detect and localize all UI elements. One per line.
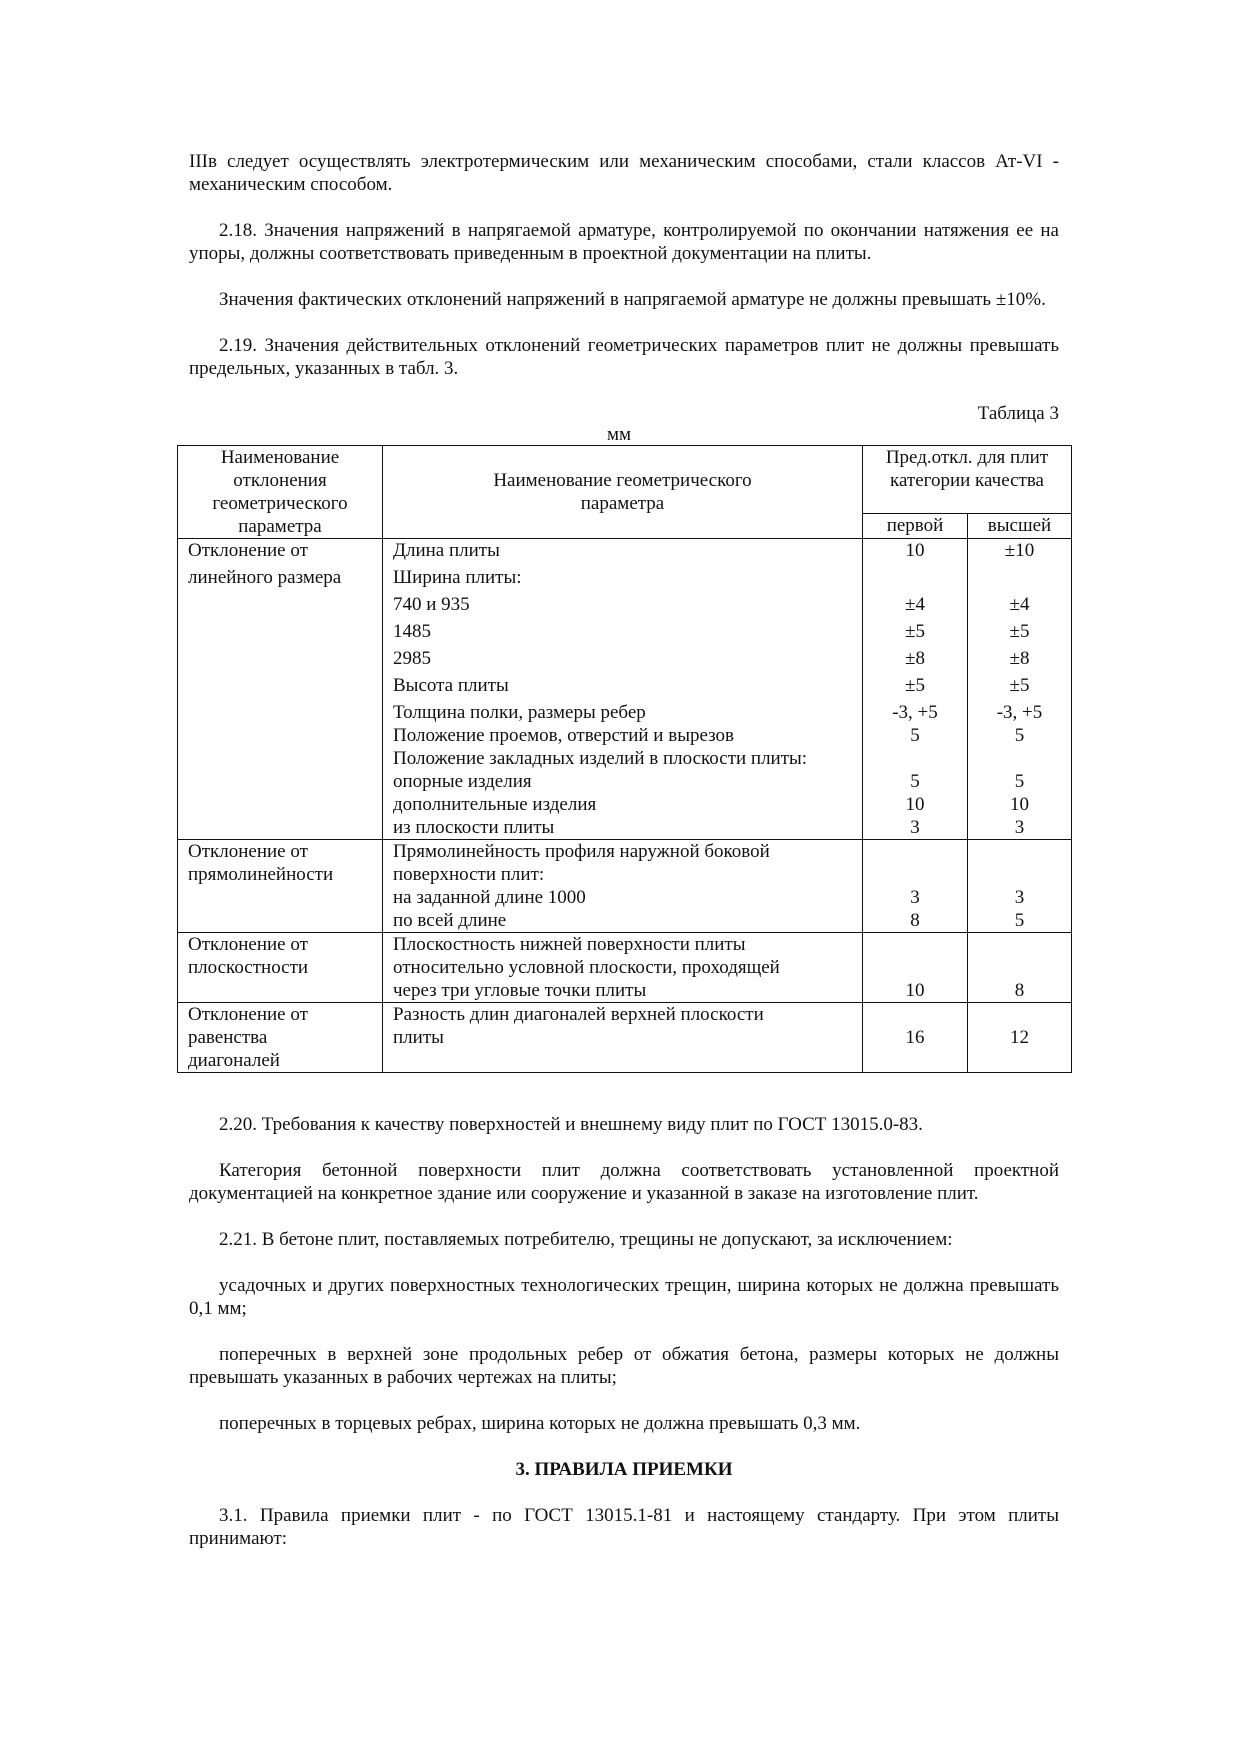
cell-text: через три угловые точки плиты [393,980,647,1001]
first-category-cell [863,539,968,840]
cell-text: дополнительные изделия [393,794,597,815]
cell-text: 12 [1010,1027,1029,1048]
cell-text: Разность длин диагоналей верхней плоскости [393,1004,764,1025]
cell-text: 3 [910,887,920,908]
cell-text: 8 [1014,980,1025,1001]
cell-text: 5 [910,771,920,792]
table-row [178,1003,1072,1073]
table-header-row [178,446,1072,514]
cell-text: 3 [1014,817,1025,838]
highest-category-cell [968,1003,1072,1073]
cell-text: Прямолинейность профиля наружной боковой [393,841,770,862]
cell-text: из плоскости плиты [393,817,555,838]
cell-text: 5 [1014,771,1025,792]
cell-text [972,840,1067,863]
deviation-table [177,445,1072,1073]
paragraph: 2.20. Требования к качеству поверхностей и внешнему виду плит по ГОСТ 13015.0-83. [219,1114,923,1135]
cell-text [972,747,1067,770]
cell-text: Плоскостность нижней поверхности плиты [393,934,746,955]
cell-text: ±5 [1009,621,1030,642]
cell-text: -3, +5 [996,702,1043,723]
cell-text: ±8 [1009,648,1030,669]
table-unit: мм [606,424,632,445]
table-caption: Таблица 3 [977,403,1059,424]
highest-category-cell [968,840,1072,933]
paragraph: 3.1. Правила приемки плит - по ГОСТ 13015.1-81 и настоящему стандарту. При этом плиты принимают: [189,1505,1059,1549]
cell-text: плоскостности [188,957,309,978]
header-tolerance: Пред.откл. для плит категории качества [863,446,1072,514]
cell-text: 10 [905,794,925,815]
parameter-cell [383,539,863,840]
parameter-cell [383,840,863,933]
cell-text: ±5 [905,621,925,642]
header-highest-category: высшей [968,514,1072,539]
first-category-cell [863,933,968,1003]
cell-text: Длина плиты [393,540,500,561]
paragraph: IIIв следует осуществлять электротермическим или механическим способами, стали классов Ат-VI - механическим способом. [189,151,1059,195]
document-page [189,150,1059,1550]
table-row [178,840,1072,933]
cell-text: поверхности плит: [393,864,545,885]
cell-text [867,566,963,593]
header-parameter-name: Наименование геометрического параметра [383,446,863,539]
cell-text: равенства [188,1027,268,1048]
paragraph: поперечных в верхней зоне продольных ребер от обжатия бетона, размеры которых не должны превышать указанных в рабочих чертежах на плиты; [189,1344,1059,1388]
paragraph: 2.21. В бетоне плит, поставляемых потребителю, трещины не допускают, за исключением: [219,1229,953,1250]
cell-text: Толщина полки, размеры ребер [393,702,646,723]
cell-text: 5 [1014,725,1025,746]
cell-text [972,956,1067,979]
section-heading: 3. ПРАВИЛА ПРИЕМКИ [515,1459,733,1480]
cell-text: ±10 [1004,540,1035,561]
cell-text: относительно условной плоскости, проходящей [393,957,780,978]
paragraph: поперечных в торцевых ребрах, ширина которых не должна превышать 0,3 мм. [219,1413,861,1434]
cell-text: 3 [910,817,920,838]
cell-text: Отклонение от [188,934,308,955]
cell-text: 740 и 935 [393,594,470,615]
cell-text: 1485 [393,621,431,642]
cell-text: Положение закладных изделий в плоскости плиты: [393,748,808,769]
cell-text: ±8 [905,648,925,669]
cell-text: 16 [905,1027,925,1048]
cell-text [867,863,963,886]
cell-text: 10 [905,540,925,561]
cell-text: прямолинейности [188,864,334,885]
cell-text: ±4 [905,594,925,615]
cell-text: Отклонение от [188,1004,308,1025]
highest-category-cell [968,539,1072,840]
cell-text: ±4 [1009,594,1030,615]
table-row [178,933,1072,1003]
paragraph: Значения фактических отклонений напряжений в напрягаемой арматуре не должны превышать ±10%. [219,289,1046,310]
cell-text: 10 [905,980,925,1001]
cell-text [867,933,963,956]
deviation-name-cell [178,933,383,1003]
paragraph: Категория бетонной поверхности плит должна соответствовать установленной проектной документацией на конкретное здание или сооружение и указанной в заказе на изготовление плит. [189,1160,1059,1204]
cell-text: Положение проемов, отверстий и вырезов [393,725,734,746]
first-category-cell [863,1003,968,1073]
cell-text: 3 [1014,887,1025,908]
header-first-category: первой [863,514,968,539]
cell-text [867,747,963,770]
deviation-name-cell [178,539,383,840]
cell-text: Отклонение от [188,540,308,561]
cell-text: 5 [910,725,920,746]
cell-text [972,566,1067,593]
paragraph: усадочных и других поверхностных технологических трещин, ширина которых не должна превышать 0,1 мм; [189,1275,1059,1319]
cell-text [972,933,1067,956]
cell-text: 2985 [393,648,431,669]
parameter-cell [383,1003,863,1073]
cell-text: ±5 [1009,675,1030,696]
paragraph: 2.19. Значения действительных отклонений геометрических параметров плит не должны превышать предельных, указанных в табл. 3. [189,335,1059,379]
cell-text: плиты [393,1027,444,1048]
cell-text: опорные изделия [393,771,532,792]
cell-text: 10 [1010,794,1029,815]
cell-text: 8 [910,910,920,931]
cell-text [867,840,963,863]
cell-text [867,956,963,979]
deviation-name-cell [178,840,383,933]
deviation-name-cell [178,1003,383,1073]
cell-text: Ширина плиты: [393,567,522,588]
cell-text [972,1003,1067,1026]
cell-text: Отклонение от [188,841,308,862]
parameter-cell [383,933,863,1003]
cell-text: линейного размера [188,567,342,588]
cell-text: ±5 [905,675,925,696]
table-row [178,539,1072,840]
paragraph: 2.18. Значения напряжений в напрягаемой арматуре, контролируемой по окончании натяжения ее на упоры, должны соответствовать приведенным в проектной документации на плиты. [189,220,1059,264]
cell-text: по всей длине [393,910,507,931]
cell-text: -3, +5 [892,702,938,723]
cell-text: 5 [1014,910,1025,931]
cell-text: Высота плиты [393,675,509,696]
cell-text: диагоналей [188,1050,280,1071]
cell-text [867,1003,963,1026]
cell-text: на заданной длине 1000 [393,887,586,908]
header-deviation-name: Наименование отклонения геометрического параметра [178,446,383,539]
first-category-cell [863,840,968,933]
highest-category-cell [968,933,1072,1003]
cell-text [972,863,1067,886]
